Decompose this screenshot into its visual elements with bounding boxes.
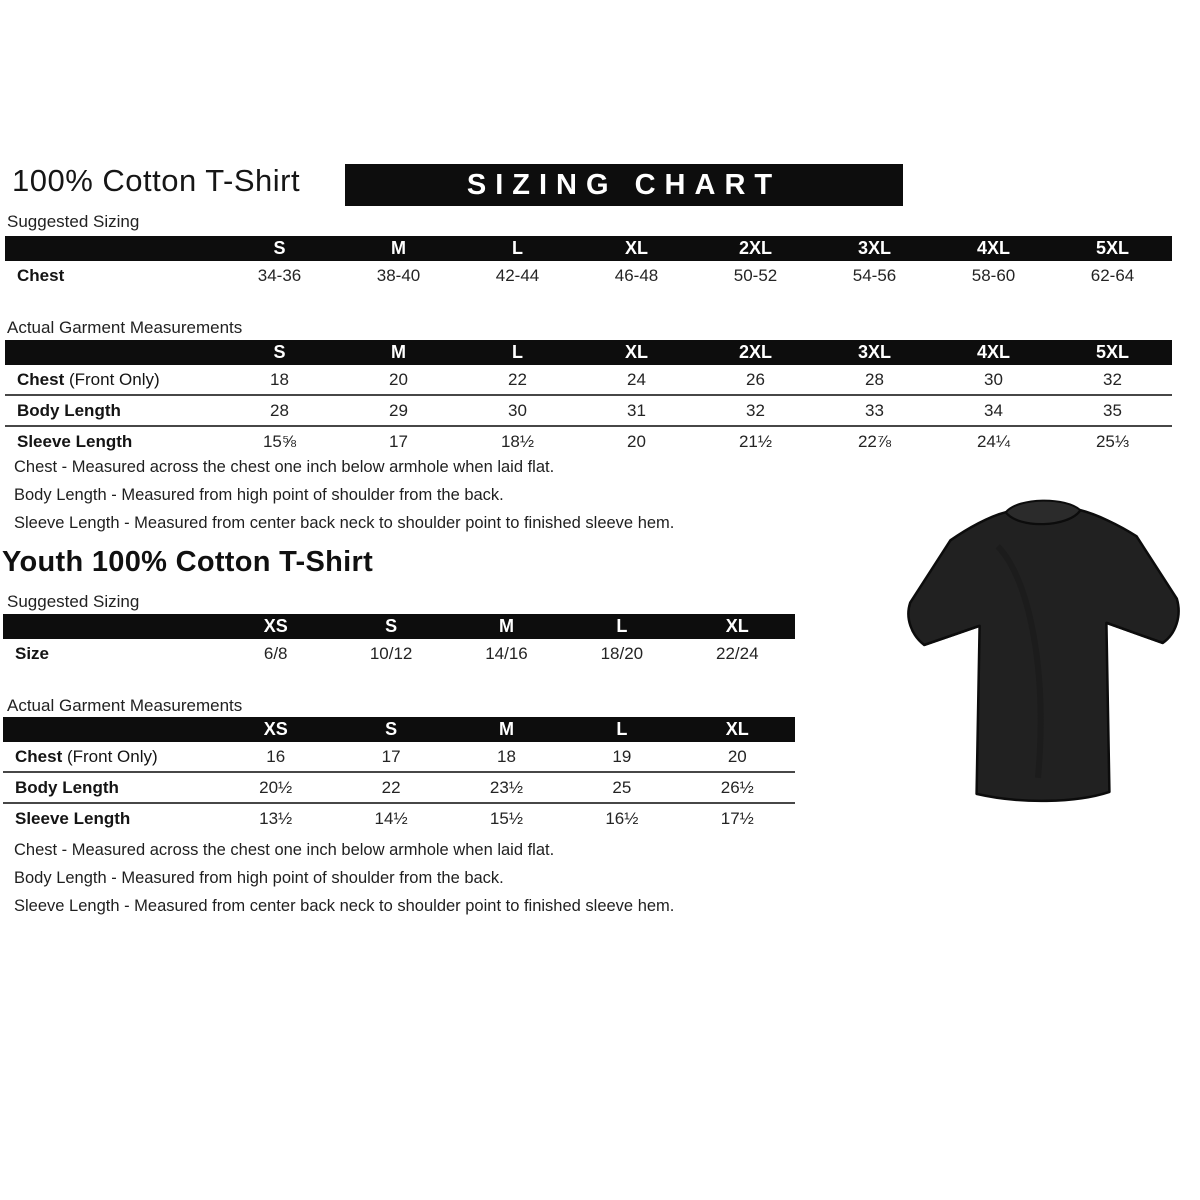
column-header: 3XL bbox=[815, 340, 934, 365]
youth-measurements-table bbox=[3, 717, 795, 833]
column-header: M bbox=[339, 340, 458, 365]
row-label bbox=[3, 772, 218, 803]
cell-value: 32 bbox=[696, 395, 815, 426]
note-line: Chest - Measured across the chest one inch below armhole when laid flat. bbox=[14, 458, 555, 476]
adult-suggested-sizing-label: Suggested Sizing bbox=[7, 212, 140, 231]
column-header: M bbox=[449, 614, 564, 639]
column-header: L bbox=[564, 614, 679, 639]
youth-title: Youth 100% Cotton T-Shirt bbox=[2, 546, 374, 578]
cell-value: 10/12 bbox=[369, 643, 413, 663]
cell-value: 18 bbox=[497, 746, 516, 766]
column-header: 4XL bbox=[934, 340, 1053, 365]
cell-value: 22/24 bbox=[716, 643, 759, 663]
column-header: 5XL bbox=[1053, 236, 1172, 261]
cell-value: 21½ bbox=[696, 426, 815, 456]
cell-value: 34-36 bbox=[257, 265, 302, 285]
cell-value: 22 bbox=[508, 369, 527, 389]
note-line: Sleeve Length - Measured from center back neck to shoulder point to finished sleeve hem. bbox=[14, 897, 675, 915]
youth-measurements-label: Actual Garment Measurements bbox=[7, 696, 243, 715]
row-label-main: Body Length bbox=[17, 400, 121, 420]
cell-value: 22⅞ bbox=[815, 426, 934, 456]
adult-measurements-label: Actual Garment Measurements bbox=[7, 318, 243, 337]
row-label-suffix: (Front Only) bbox=[62, 746, 158, 766]
table-row bbox=[3, 803, 795, 833]
table-row bbox=[5, 261, 1172, 290]
row-label-main: Size bbox=[15, 643, 50, 663]
header-label-spacer bbox=[5, 236, 220, 261]
tshirt-svg bbox=[897, 486, 1189, 810]
column-header: XL bbox=[577, 340, 696, 365]
table-row bbox=[3, 772, 795, 803]
page-title: 100% Cotton T-Shirt bbox=[12, 163, 301, 198]
row-label bbox=[5, 395, 220, 426]
cell-value: 14½ bbox=[333, 803, 448, 833]
note-line: Body Length - Measured from high point of shoulder from the back. bbox=[14, 486, 504, 504]
row-label-main: Chest bbox=[17, 265, 65, 285]
column-header: L bbox=[458, 340, 577, 365]
cell-value: 54-56 bbox=[852, 265, 897, 285]
cell-value: 18/20 bbox=[600, 643, 644, 663]
cell-value: 20 bbox=[389, 369, 408, 389]
cell-value: 58-60 bbox=[971, 265, 1016, 285]
row-label bbox=[3, 742, 218, 772]
column-header: S bbox=[220, 236, 339, 261]
cell-value: 38-40 bbox=[376, 265, 421, 285]
tshirt-body-shape bbox=[908, 510, 1178, 801]
adult-notes bbox=[14, 458, 674, 542]
column-header: M bbox=[339, 236, 458, 261]
cell-value: 22 bbox=[333, 772, 448, 803]
youth-notes bbox=[14, 841, 674, 925]
cell-value: 50-52 bbox=[733, 265, 778, 285]
table-header-row bbox=[3, 614, 795, 639]
cell-value: 16 bbox=[266, 746, 286, 766]
column-header: L bbox=[564, 717, 679, 742]
column-header: S bbox=[220, 340, 339, 365]
cell-value: 28 bbox=[865, 369, 884, 389]
column-header: S bbox=[333, 614, 448, 639]
column-header: XL bbox=[680, 614, 795, 639]
cell-value: 42-44 bbox=[495, 265, 540, 285]
sizing-chart-banner: SIZING CHART bbox=[345, 164, 903, 206]
header-label-spacer bbox=[3, 717, 218, 742]
header-label-spacer bbox=[3, 614, 218, 639]
cell-value: 17 bbox=[339, 426, 458, 456]
column-header: 5XL bbox=[1053, 340, 1172, 365]
row-label bbox=[3, 803, 218, 833]
row-label bbox=[3, 639, 218, 668]
tshirt-image bbox=[897, 486, 1189, 810]
cell-value: 13½ bbox=[218, 803, 333, 833]
column-header: XL bbox=[577, 236, 696, 261]
row-label-main: Sleeve Length bbox=[17, 431, 133, 451]
column-header: 3XL bbox=[815, 236, 934, 261]
column-header: XL bbox=[680, 717, 795, 742]
column-header: XS bbox=[218, 614, 333, 639]
adult-suggested-table bbox=[5, 236, 1172, 290]
cell-value: 26½ bbox=[680, 772, 795, 803]
cell-value: 34 bbox=[934, 395, 1053, 426]
cell-value: 20 bbox=[577, 426, 696, 456]
cell-value: 15½ bbox=[449, 803, 564, 833]
note-line: Body Length - Measured from high point of shoulder from the back. bbox=[14, 869, 504, 887]
cell-value: 20 bbox=[727, 746, 747, 766]
table-row bbox=[3, 639, 795, 668]
cell-value: 25 bbox=[564, 772, 679, 803]
table-row bbox=[3, 742, 795, 772]
row-label bbox=[5, 426, 220, 456]
header-label-spacer bbox=[5, 340, 220, 365]
row-label-main: Chest bbox=[15, 746, 63, 766]
row-label-main: Body Length bbox=[15, 777, 119, 797]
column-header: 2XL bbox=[696, 340, 815, 365]
cell-value: 46-48 bbox=[614, 265, 659, 285]
cell-value: 6/8 bbox=[263, 643, 288, 663]
row-label bbox=[5, 261, 220, 290]
youth-suggested-sizing-label: Suggested Sizing bbox=[7, 592, 140, 611]
youth-suggested-table bbox=[3, 614, 795, 668]
table-row bbox=[5, 365, 1172, 395]
cell-value: 24 bbox=[627, 369, 646, 389]
cell-value: 18 bbox=[270, 369, 289, 389]
cell-value: 33 bbox=[815, 395, 934, 426]
column-header: XS bbox=[218, 717, 333, 742]
cell-value: 28 bbox=[220, 395, 339, 426]
cell-value: 24¼ bbox=[934, 426, 1053, 456]
cell-value: 16½ bbox=[564, 803, 679, 833]
row-label-main: Sleeve Length bbox=[15, 808, 131, 828]
table-row bbox=[5, 395, 1172, 426]
cell-value: 29 bbox=[339, 395, 458, 426]
cell-value: 20½ bbox=[218, 772, 333, 803]
cell-value: 19 bbox=[612, 746, 632, 766]
cell-value: 17½ bbox=[680, 803, 795, 833]
cell-value: 30 bbox=[984, 369, 1003, 389]
cell-value: 14/16 bbox=[485, 643, 528, 663]
table-row bbox=[5, 426, 1172, 456]
row-label-suffix: (Front Only) bbox=[64, 369, 160, 389]
table-header-row bbox=[3, 717, 795, 742]
cell-value: 17 bbox=[381, 746, 401, 766]
cell-value: 18½ bbox=[458, 426, 577, 456]
note-line: Chest - Measured across the chest one inch below armhole when laid flat. bbox=[14, 841, 555, 859]
row-label-main: Chest bbox=[17, 369, 65, 389]
cell-value: 31 bbox=[577, 395, 696, 426]
column-header: L bbox=[458, 236, 577, 261]
row-label bbox=[5, 365, 220, 395]
column-header: S bbox=[333, 717, 448, 742]
cell-value: 30 bbox=[458, 395, 577, 426]
cell-value: 25⅓ bbox=[1053, 426, 1172, 456]
table-header-row bbox=[5, 236, 1172, 261]
column-header: 4XL bbox=[934, 236, 1053, 261]
adult-measurements-table bbox=[5, 340, 1172, 456]
table-header-row bbox=[5, 340, 1172, 365]
cell-value: 35 bbox=[1053, 395, 1172, 426]
cell-value: 32 bbox=[1103, 369, 1122, 389]
cell-value: 62-64 bbox=[1090, 265, 1135, 285]
cell-value: 26 bbox=[746, 369, 765, 389]
note-line: Sleeve Length - Measured from center back neck to shoulder point to finished sleeve hem. bbox=[14, 514, 675, 532]
column-header: M bbox=[449, 717, 564, 742]
column-header: 2XL bbox=[696, 236, 815, 261]
cell-value: 23½ bbox=[449, 772, 564, 803]
cell-value: 15⅝ bbox=[220, 426, 339, 456]
